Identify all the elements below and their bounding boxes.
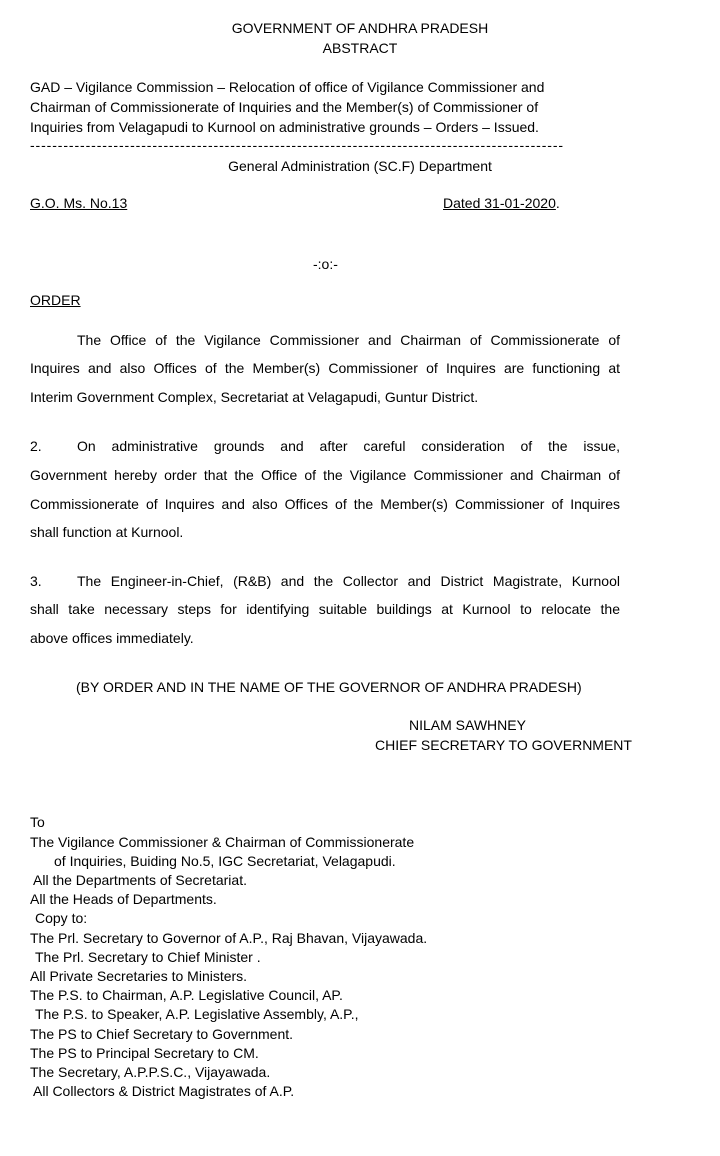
separator-line: ------------------------------------------------------------------------------------------------ — [30, 137, 564, 153]
subject-line: Inquiries from Velagapudi to Kurnool on administrative grounds – Orders – Issued. — [30, 119, 539, 135]
copy-recipient: The Prl. Secretary to Chief Minister . — [35, 949, 261, 965]
subject-line: GAD – Vigilance Commission – Relocation of office of Vigilance Commissioner and — [30, 79, 545, 95]
go-date-text: Dated 31-01-2020 — [443, 195, 556, 211]
abstract-title: ABSTRACT — [322, 40, 398, 56]
para2-line: shall function at Kurnool. — [30, 524, 184, 540]
recipient: The Vigilance Commissioner & Chairman of Commissionerate — [30, 834, 415, 850]
copy-recipient: All Collectors & District Magistrates of A.P. — [33, 1083, 295, 1099]
copy-recipient: The P.S. to Speaker, A.P. Legislative Assembly, A.P., — [35, 1006, 359, 1022]
para3-line: The Engineer-in-Chief, (R&B) and the Collector and District Magistrate, Kurnool — [77, 573, 620, 589]
signatory-name: NILAM SAWHNEY — [409, 717, 526, 733]
para3-number: 3. — [30, 573, 42, 589]
copy-recipient: The PS to Principal Secretary to CM. — [30, 1045, 259, 1061]
section-divider: -:o:- — [313, 256, 338, 272]
recipient: of Inquiries, Buiding No.5, IGC Secretariat, Velagapudi. — [54, 853, 396, 869]
para2-line: On administrative grounds and after careful consideration of the issue, — [77, 438, 620, 454]
signatory-designation: CHIEF SECRETARY TO GOVERNMENT — [375, 737, 632, 753]
para3-line: above offices immediately. — [30, 630, 194, 646]
para2-line: Commissionerate of Inquires and also Offices of the Member(s) Commissioner of Inquires — [30, 496, 620, 512]
subject-line: Chairman of Commissionerate of Inquiries and the Member(s) of Commissioner of — [30, 99, 539, 115]
para1-line: Inquires and also Offices of the Member(s) Commissioner of Inquires are functioning at — [30, 360, 620, 376]
order-heading: ORDER — [30, 292, 81, 308]
go-number: G.O. Ms. No.13 — [30, 195, 128, 211]
to-label: To — [30, 814, 45, 830]
recipient: All the Heads of Departments. — [30, 891, 217, 907]
copy-recipient: The Prl. Secretary to Governor of A.P., Raj Bhavan, Vijayawada. — [30, 930, 428, 946]
para2-line: Government hereby order that the Office of the Vigilance Commissioner and Chairman of — [30, 467, 620, 483]
department-name: General Administration (SC.F) Department — [228, 158, 492, 174]
para1-line: The Office of the Vigilance Commissioner and Chairman of Commissionerate of — [77, 332, 620, 348]
go-date — [443, 195, 560, 211]
by-order-line: (BY ORDER AND IN THE NAME OF THE GOVERNOR OF ANDHRA PRADESH) — [76, 679, 582, 695]
copy-recipient: The PS to Chief Secretary to Government. — [30, 1026, 294, 1042]
recipient: All the Departments of Secretariat. — [33, 872, 247, 888]
copy-recipient: The P.S. to Chairman, A.P. Legislative Council, AP. — [30, 987, 343, 1003]
copy-recipient: All Private Secretaries to Ministers. — [30, 968, 248, 984]
copy-to-label: Copy to: — [35, 910, 88, 926]
government-title: GOVERNMENT OF ANDHRA PRADESH — [231, 20, 489, 36]
para3-line: shall take necessary steps for identifying suitable buildings at Kurnool to relocate the — [30, 601, 620, 617]
para2-number: 2. — [30, 438, 42, 454]
copy-recipient: The Secretary, A.P.P.S.C., Vijayawada. — [30, 1064, 271, 1080]
para1-line: Interim Government Complex, Secretariat at Velagapudi, Guntur District. — [30, 389, 479, 405]
go-date-period: . — [555, 195, 560, 211]
